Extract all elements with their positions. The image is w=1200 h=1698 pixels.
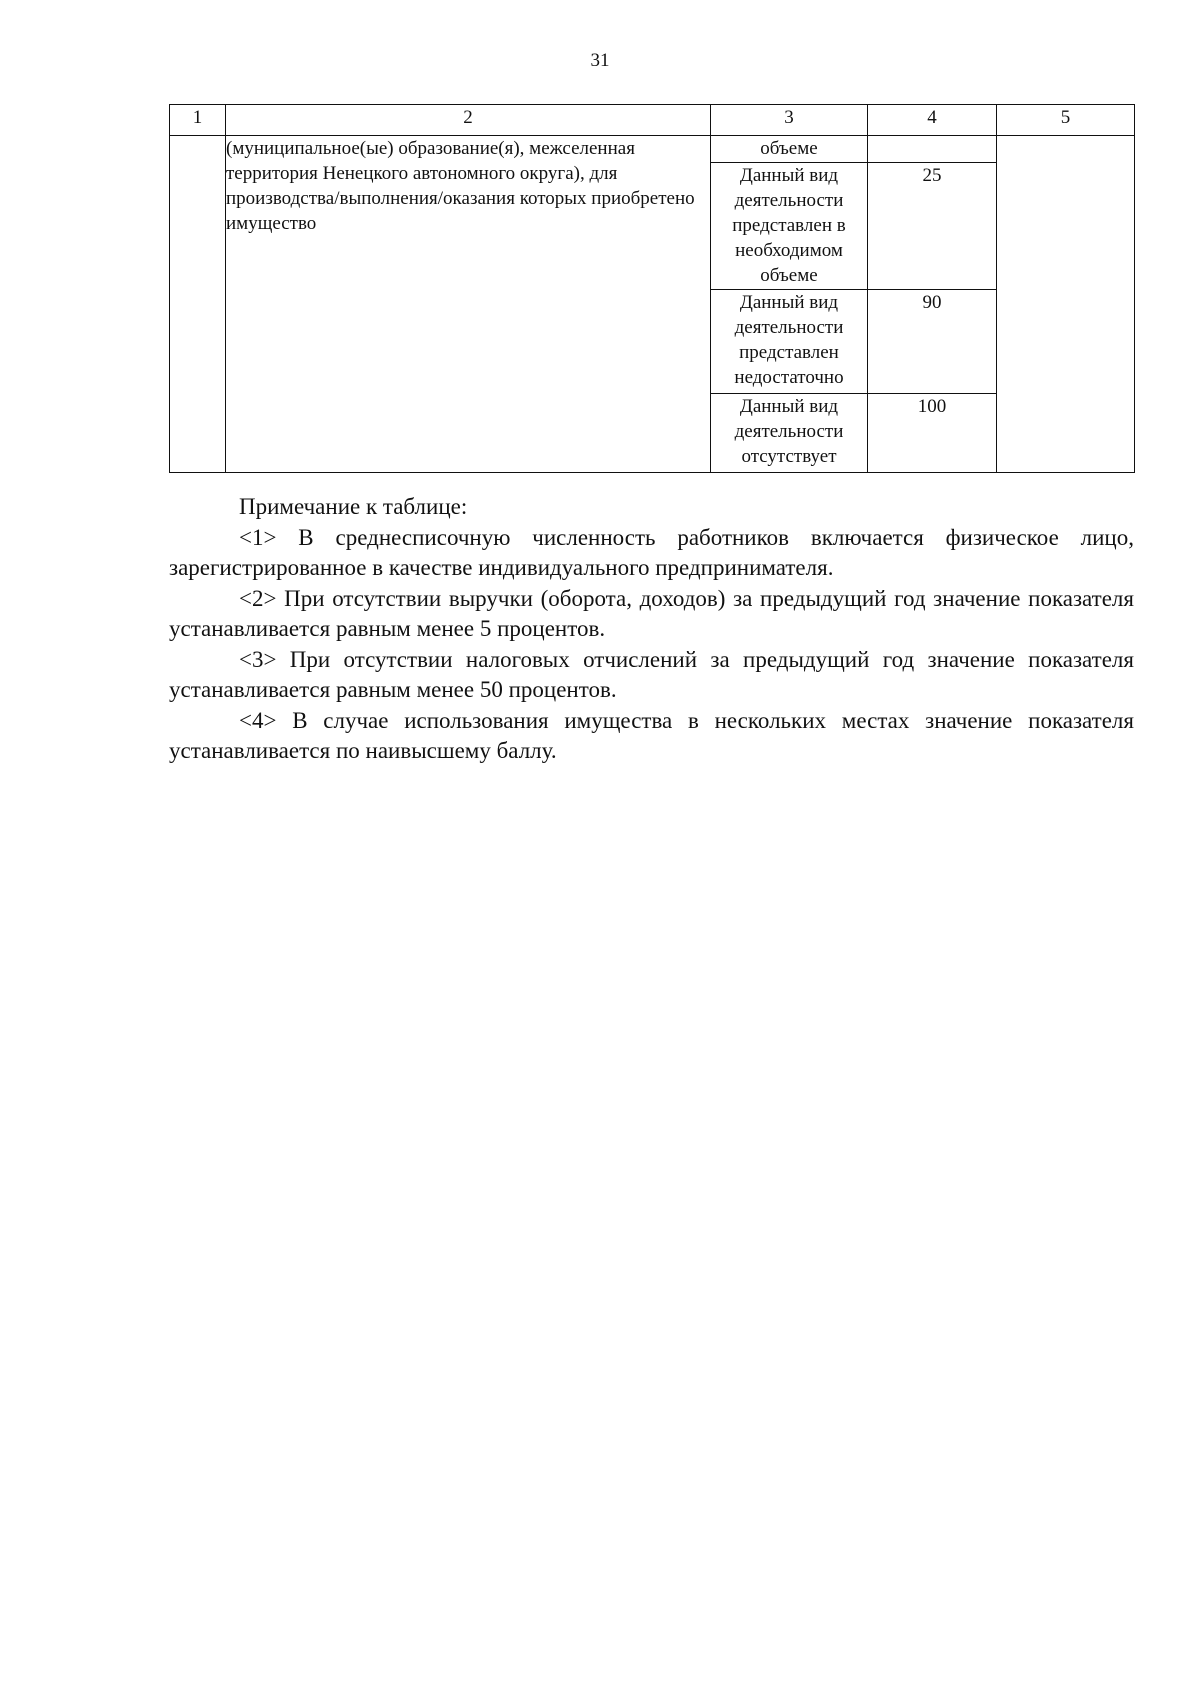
table-row — [170, 136, 1135, 163]
page-number: 31 — [590, 50, 610, 71]
table-notes — [169, 492, 1134, 767]
notes-title: Примечание к таблице: — [239, 494, 468, 519]
column-header-1: 1 — [170, 105, 226, 136]
note-item-3: <3> При отсутствии налоговых отчислений за предыдущий год значение показателя устанавливается равным менее 50 процентов. — [169, 646, 1134, 702]
score-value — [868, 136, 997, 163]
note-item-2: <2> При отсутствии выручки (оборота, доходов) за предыдущий год значение показателя устанавливается равным менее 5 процентов. — [169, 585, 1134, 641]
note-item-1: <1> В среднесписочную численность работников включается физическое лицо, зарегистрированное в качестве индивидуального предпринимателя. — [169, 524, 1134, 580]
column-header-3: 3 — [711, 105, 868, 136]
note-item-4: <4> В случае использования имущества в нескольких местах значение показателя устанавливается по наивысшему баллу. — [169, 707, 1134, 763]
column-header-5: 5 — [997, 105, 1135, 136]
score-value: 90 — [868, 290, 997, 394]
score-value: 100 — [868, 394, 997, 473]
criterion-description: (муниципальное(ые) образование(я), межселенная территория Ненецкого автономного округа), для производства/выполнения/оказания которых приобретено имущество — [226, 136, 711, 473]
column-header-2: 2 — [226, 105, 711, 136]
level-text: Данный вид деятельности представлен недостаточно — [711, 290, 868, 394]
cell-col5 — [997, 136, 1135, 473]
column-header-4: 4 — [868, 105, 997, 136]
level-text: объеме — [711, 136, 868, 163]
table-header-row — [170, 105, 1135, 136]
evaluation-table — [169, 104, 1135, 473]
cell-col1 — [170, 136, 226, 473]
level-text: Данный вид деятельности представлен в необходимом объеме — [711, 163, 868, 290]
score-value: 25 — [868, 163, 997, 290]
level-text: Данный вид деятельности отсутствует — [711, 394, 868, 473]
